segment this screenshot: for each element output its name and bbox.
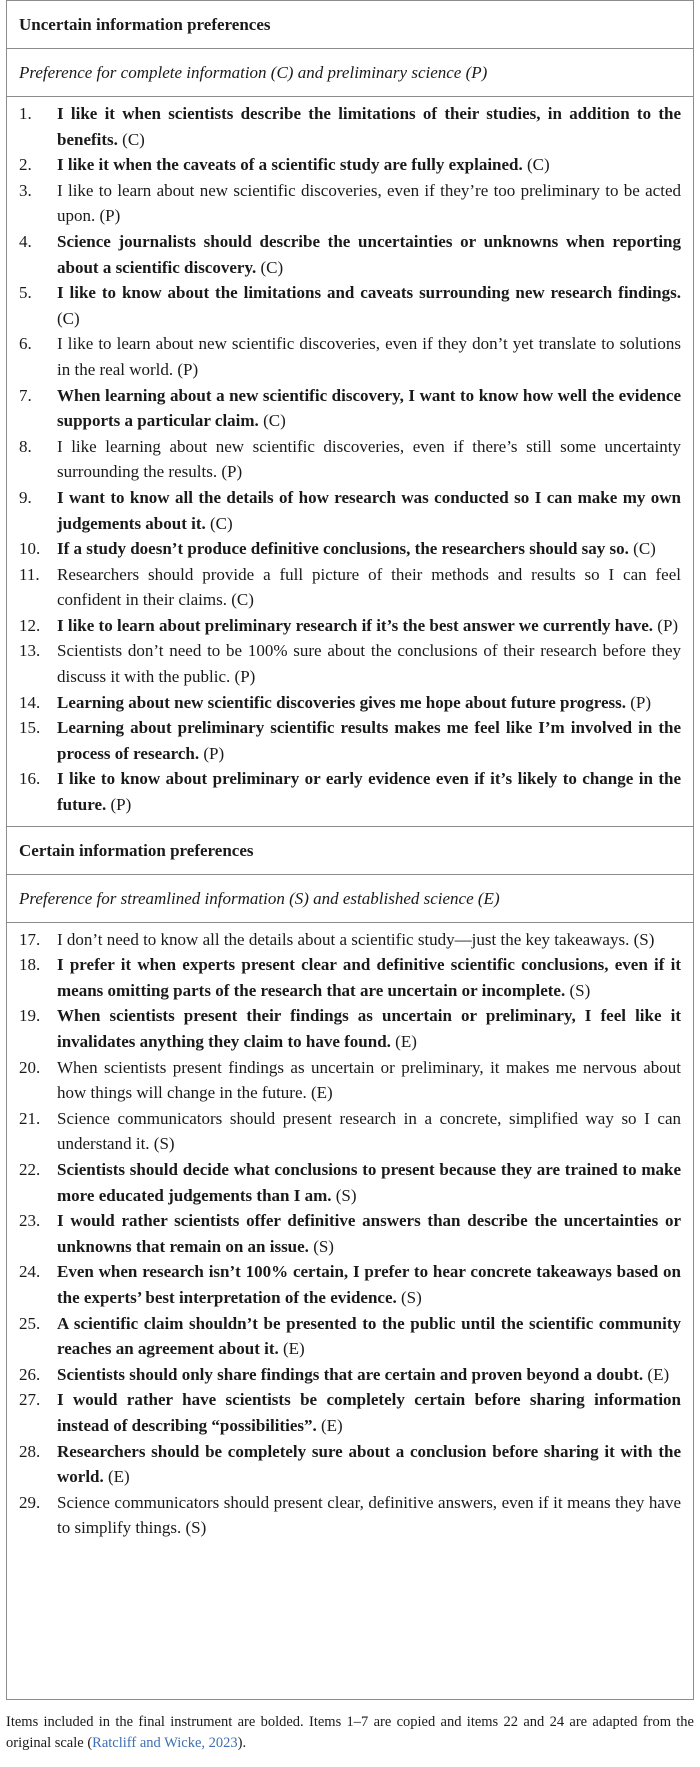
item-text-wrapper [57, 485, 681, 536]
item-number: 17. [19, 929, 41, 949]
list-item [19, 690, 681, 716]
item-text: Science journalists should describe the uncertainties or unknowns when reporting about a scientific discovery. [57, 231, 681, 277]
item-text: Researchers should provide a full picture of their methods and results so I can feel confident in their claims. [57, 564, 681, 610]
item-text-wrapper [57, 229, 681, 280]
item-text-wrapper [57, 1106, 681, 1157]
item-number: 29. [19, 1492, 41, 1512]
item-number: 10. [19, 539, 41, 559]
item-text-wrapper [57, 638, 681, 689]
item-text: Scientists should decide what conclusions to present because they are trained to make more educated judgements than I am. [57, 1159, 681, 1205]
list-item [19, 101, 681, 152]
item-category-tag: (C) [260, 257, 284, 277]
item-text-wrapper [57, 927, 681, 953]
item-number: 25. [19, 1313, 41, 1333]
item-number: 3. [19, 180, 32, 200]
item-number: 11. [19, 564, 40, 584]
list-item [19, 536, 681, 562]
item-text: I would rather have scientists be completely certain before sharing information instead of describing “possibilities”. [57, 1390, 681, 1435]
item-text-wrapper [57, 1208, 681, 1259]
item-number: 8. [19, 436, 32, 456]
item-number: 20. [19, 1057, 41, 1077]
item-text: When learning about a new scientific discovery, I want to know how well the evidence supports a particular claim. [57, 385, 681, 431]
list-item [19, 1106, 681, 1157]
item-text-wrapper [57, 1362, 681, 1388]
item-text-wrapper [57, 152, 681, 178]
item-number: 22. [19, 1159, 41, 1179]
item-text: I would rather scientists offer definitive answers than describe the uncertainties or unknowns that remain on an issue. [57, 1211, 681, 1256]
item-text: I like it when the caveats of a scientific study are fully explained. [57, 155, 523, 175]
list-item [19, 1055, 681, 1106]
item-category-tag: (S) [569, 980, 591, 1000]
item-category-tag: (P) [203, 743, 225, 763]
item-category-tag: (E) [321, 1415, 343, 1435]
item-category-tag: (P) [234, 667, 256, 687]
list-item [19, 1003, 681, 1054]
item-number: 1. [19, 104, 32, 123]
list-item [19, 1387, 681, 1438]
item-category-tag: (P) [110, 795, 132, 815]
item-text-wrapper [57, 331, 681, 382]
item-number: 21. [19, 1108, 41, 1128]
item-text-wrapper [57, 1055, 681, 1106]
item-text-wrapper [57, 280, 681, 331]
item-category-tag: (C) [122, 129, 145, 149]
item-category-tag: (S) [185, 1518, 207, 1538]
item-number: 26. [19, 1364, 41, 1384]
item-number: 15. [19, 718, 41, 738]
item-text: Scientists should only share findings that are certain and proven beyond a doubt. [57, 1364, 644, 1384]
list-item [19, 1259, 681, 1310]
item-number: 6. [19, 334, 32, 354]
item-number: 27. [19, 1390, 41, 1410]
item-category-tag: (E) [311, 1083, 333, 1103]
item-text-wrapper [57, 1311, 681, 1362]
citation-link[interactable]: Ratcliff and Wicke, 2023 [92, 1735, 238, 1751]
item-text-wrapper [57, 383, 681, 434]
item-number: 28. [19, 1441, 41, 1461]
item-category-tag: (P) [99, 206, 121, 226]
item-text-wrapper [57, 562, 681, 613]
item-text: When scientists present their findings as uncertain or preliminary, I feel like it invalidates anything they claim to have found. [57, 1006, 681, 1051]
list-item [19, 1157, 681, 1208]
item-category-tag: (C) [263, 411, 286, 431]
item-category-tag: (C) [231, 590, 254, 610]
item-text: I don’t need to know all the details about a scientific study—just the key takeaways. [57, 929, 630, 949]
item-text: If a study doesn’t produce definitive conclusions, the researchers should say so. [57, 539, 629, 559]
item-text: I like to learn about preliminary research if it’s the best answer we currently have. [57, 615, 654, 635]
item-category-tag: (S) [401, 1287, 422, 1307]
list-item [19, 952, 681, 1003]
item-text: Learning about preliminary scientific results makes me feel like I’m involved in the process of research. [57, 718, 681, 763]
item-text: I like it when scientists describe the limitations of their studies, in addition to the benefits. [57, 104, 681, 149]
item-text: Scientists don’t need to be 100% sure about the conclusions of their research before they discuss it with the public. [57, 641, 681, 687]
item-number: 23. [19, 1211, 41, 1231]
item-text-wrapper [57, 1259, 681, 1310]
section-heading-uncertain: Uncertain information preferences [7, 1, 693, 49]
item-text-wrapper [57, 715, 681, 766]
item-number: 7. [19, 385, 32, 405]
list-item [19, 1490, 681, 1541]
item-text-wrapper [57, 434, 681, 485]
footnote-end: ). [237, 1735, 247, 1751]
item-category-tag: (C) [527, 155, 550, 175]
item-text: Learning about new scientific discoveries gives me hope about future progress. [57, 692, 627, 712]
item-number: 24. [19, 1262, 41, 1282]
item-text: A scientific claim shouldn’t be presented to the public until the scientific community reaches an agreement about it. [57, 1313, 681, 1359]
section-subheading-certain: Preference for streamlined information (S) and established science (E) [7, 875, 693, 923]
item-text: I like to learn about new scientific discoveries, even if they don’t yet translate to solutions in the real world. [57, 334, 681, 379]
list-item [19, 613, 681, 639]
list-item [19, 562, 681, 613]
item-category-tag: (P) [177, 359, 199, 379]
item-text: When scientists present findings as uncertain or preliminary, it makes me nervous about how things will change in the future. [57, 1057, 681, 1103]
item-category-tag: (C) [633, 539, 656, 559]
item-number: 4. [19, 231, 32, 251]
list-item [19, 485, 681, 536]
item-text: I prefer it when experts present clear and definitive scientific conclusions, even if it means omitting parts of the research that are uncertain or incomplete. [57, 955, 681, 1000]
item-category-tag: (E) [395, 1032, 417, 1051]
item-text-wrapper [57, 613, 681, 639]
item-number: 9. [19, 487, 32, 507]
item-list-uncertain [7, 97, 693, 827]
item-text: Even when research isn’t 100% certain, I prefer to hear concrete takeaways based on the experts’ best interpretation of the evidence. [57, 1262, 681, 1307]
item-number: 19. [19, 1006, 41, 1026]
item-text: Science communicators should present research in a concrete, simplified way so I can understand it. [57, 1108, 681, 1154]
item-text-wrapper [57, 536, 681, 562]
item-number: 18. [19, 955, 41, 975]
section-heading-certain: Certain information preferences [7, 827, 693, 875]
item-text-wrapper [57, 1490, 681, 1541]
list-item [19, 1311, 681, 1362]
list-item [19, 766, 681, 817]
item-text: I like learning about new scientific discoveries, even if there’s still some uncertainty surrounding the results. [57, 436, 681, 482]
preferences-table [6, 0, 694, 1700]
item-text-wrapper [57, 766, 681, 817]
list-item [19, 383, 681, 434]
list-item [19, 927, 681, 953]
item-text: I like to know about preliminary or early evidence even if it’s likely to change in the future. [57, 769, 681, 815]
item-text-wrapper [57, 690, 681, 716]
item-number: 12. [19, 615, 41, 635]
item-category-tag: (S) [313, 1236, 334, 1256]
table-footnote [6, 1712, 694, 1754]
item-category-tag: (C) [57, 308, 80, 328]
item-text-wrapper [57, 1157, 681, 1208]
item-text: I like to learn about new scientific discoveries, even if they’re too preliminary to be acted upon. [57, 180, 681, 226]
list-item [19, 715, 681, 766]
list-item [19, 1439, 681, 1490]
list-item [19, 229, 681, 280]
list-item [19, 638, 681, 689]
footnote-text: Items included in the final instrument are bolded. Items 1–7 are copied and items 22 and 24 are adapted from the original scale ( [6, 1714, 694, 1751]
item-category-tag: (P) [657, 615, 679, 635]
item-number: 13. [19, 641, 41, 661]
item-category-tag: (S) [335, 1185, 357, 1205]
item-category-tag: (E) [647, 1364, 670, 1384]
item-text-wrapper [57, 101, 681, 152]
item-text-wrapper [57, 952, 681, 1003]
list-item [19, 1362, 681, 1388]
item-text: I like to know about the limitations and caveats surrounding new research findings. [57, 283, 681, 303]
item-number: 2. [19, 155, 32, 175]
item-category-tag: (C) [210, 513, 233, 533]
list-item [19, 178, 681, 229]
item-text-wrapper [57, 1003, 681, 1054]
section-subheading-uncertain: Preference for complete information (C) and preliminary science (P) [7, 49, 693, 97]
list-item [19, 152, 681, 178]
item-number: 14. [19, 692, 41, 712]
list-item [19, 331, 681, 382]
list-item [19, 1208, 681, 1259]
item-category-tag: (P) [630, 692, 652, 712]
item-number: 16. [19, 769, 41, 789]
item-text-wrapper [57, 178, 681, 229]
item-number: 5. [19, 283, 32, 303]
item-text: Researchers should be completely sure about a conclusion before sharing it with the world. [57, 1441, 681, 1487]
item-category-tag: (S) [633, 929, 655, 949]
item-category-tag: (P) [221, 462, 243, 482]
item-text-wrapper [57, 1439, 681, 1490]
item-category-tag: (E) [108, 1467, 130, 1487]
item-list-certain [7, 923, 693, 1549]
item-text: Science communicators should present clear, definitive answers, even if it means they have to simplify things. [57, 1492, 681, 1538]
item-category-tag: (E) [283, 1339, 305, 1359]
item-category-tag: (S) [153, 1134, 175, 1154]
item-text: I want to know all the details of how research was conducted so I can make my own judgements about it. [57, 487, 681, 533]
list-item [19, 280, 681, 331]
list-item [19, 434, 681, 485]
item-text-wrapper [57, 1387, 681, 1438]
